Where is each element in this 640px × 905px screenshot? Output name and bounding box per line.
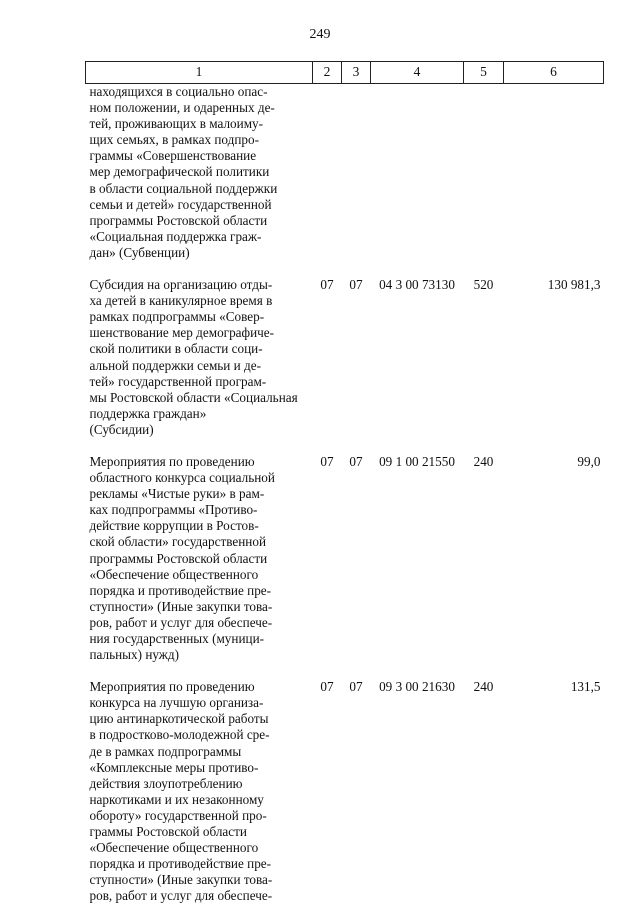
cell-pr: 07 xyxy=(349,679,363,695)
cell-sum xyxy=(504,84,604,262)
desc-line: наркотиками и их незаконному xyxy=(89,791,264,807)
desc-line: поддержка граждан» xyxy=(89,405,207,421)
desc-line: «Обеспечение общественного xyxy=(89,840,259,856)
cell-vr: 240 xyxy=(473,679,494,695)
desc-line: щих семьях, в рамках подпро- xyxy=(89,132,259,148)
desc-line: программы Ростовской области xyxy=(89,212,268,228)
desc-line: тей, проживающих в малоиму- xyxy=(89,116,264,132)
desc-line: мы Ростовской области «Социальная xyxy=(89,389,298,405)
cell-rz: 07 xyxy=(320,453,334,469)
cell-csr xyxy=(371,84,464,262)
column-header-5: 5 xyxy=(464,62,504,84)
desc-line: действие коррупции в Ростов- xyxy=(89,518,259,534)
desc-line: ров, работ и услуг для обеспече- xyxy=(89,888,273,904)
table-row xyxy=(86,454,604,663)
desc-line: Мероприятия по проведению xyxy=(89,679,255,695)
row-description xyxy=(86,454,313,663)
column-header-2: 2 xyxy=(313,62,342,84)
desc-line: «Социальная поддержка граж- xyxy=(89,228,262,244)
desc-line: в области социальной поддержки xyxy=(89,180,278,196)
cell-sum: 99,0 xyxy=(577,453,601,469)
desc-line: в подростково-молодежной сре- xyxy=(89,727,270,743)
desc-line: де в рамках подпрограммы xyxy=(89,743,242,759)
cell-rz: 07 xyxy=(320,679,334,695)
desc-line: ской политики в области соци- xyxy=(89,341,263,357)
desc-line: альной поддержки семьи и де- xyxy=(89,357,261,373)
cell-pr: 07 xyxy=(349,277,363,293)
budget-table xyxy=(85,61,604,905)
desc-line: Субсидия на организацию отды- xyxy=(89,277,273,293)
cell-vr: 240 xyxy=(473,453,494,469)
desc-line: шенствование мер демографиче- xyxy=(89,325,275,341)
cell-rz xyxy=(313,84,342,262)
cell-sum: 131,5 xyxy=(570,679,601,695)
row-description xyxy=(86,679,313,904)
cell-csr: 09 1 00 21550 xyxy=(379,453,455,469)
desc-line: (Субсидии) xyxy=(89,421,154,437)
desc-line: ской области» государственной xyxy=(89,534,266,550)
cell-pr: 07 xyxy=(349,453,363,469)
desc-line: программы Ростовской области xyxy=(89,550,268,566)
desc-line: ния государственных (муници- xyxy=(89,631,265,646)
column-header-3: 3 xyxy=(342,62,371,84)
desc-line: семьи и детей» государственной xyxy=(89,196,272,212)
cell-rz: 07 xyxy=(320,277,334,293)
desc-line: ступности» (Иные закупки това- xyxy=(89,872,273,888)
desc-line: дан» (Субвенции) xyxy=(89,244,190,260)
column-header-6: 6 xyxy=(504,62,604,84)
desc-line: «Обеспечение общественного xyxy=(89,566,259,582)
desc-line: ном положении, и одаренных де- xyxy=(89,100,275,116)
desc-line: порядка и противодействие пре- xyxy=(89,856,272,872)
desc-line: цию антинаркотической работы xyxy=(89,711,269,727)
desc-line: граммы Ростовской области xyxy=(89,824,247,840)
desc-line: конкурса на лучшую организа- xyxy=(89,695,264,711)
desc-line: находящихся в социально опас- xyxy=(89,84,268,99)
cell-pr xyxy=(342,84,371,262)
desc-line: мер демографической политики xyxy=(89,164,270,180)
table-row xyxy=(86,679,604,904)
row-description xyxy=(86,277,313,438)
desc-line: пальных) нужд) xyxy=(89,647,180,663)
desc-line: граммы «Совершенствование xyxy=(89,148,257,164)
desc-line: ров, работ и услуг для обеспече- xyxy=(89,614,273,630)
desc-line: обороту» государственной про- xyxy=(89,807,267,823)
page-number: 249 xyxy=(309,27,331,42)
table-header-row xyxy=(86,62,604,84)
desc-line: рамках подпрограммы «Совер- xyxy=(89,309,265,325)
desc-line: ках подпрограммы «Противо- xyxy=(89,502,258,518)
column-header-1: 1 xyxy=(86,62,313,84)
desc-line: ха детей в каникулярное время в xyxy=(89,293,273,309)
cell-vr xyxy=(464,84,504,262)
cell-vr: 520 xyxy=(473,277,494,293)
desc-line: Мероприятия по проведению xyxy=(89,453,255,469)
desc-line: действия злоупотреблению xyxy=(89,775,243,791)
desc-line: тей» государственной програм- xyxy=(89,373,267,389)
desc-line: «Комплексные меры противо- xyxy=(89,759,259,775)
cell-csr: 09 3 00 21630 xyxy=(379,679,455,695)
desc-line: ступности» (Иные закупки това- xyxy=(89,598,273,614)
row-description xyxy=(86,84,313,262)
desc-line: порядка и противодействие пре- xyxy=(89,582,272,598)
desc-line: областного конкурса социальной xyxy=(89,470,275,486)
table-row xyxy=(86,84,604,262)
cell-sum: 130 981,3 xyxy=(547,277,601,293)
cell-csr: 04 3 00 73130 xyxy=(379,277,455,293)
table-row xyxy=(86,277,604,438)
column-header-4: 4 xyxy=(371,62,464,84)
desc-line: рекламы «Чистые руки» в рам- xyxy=(89,486,265,502)
